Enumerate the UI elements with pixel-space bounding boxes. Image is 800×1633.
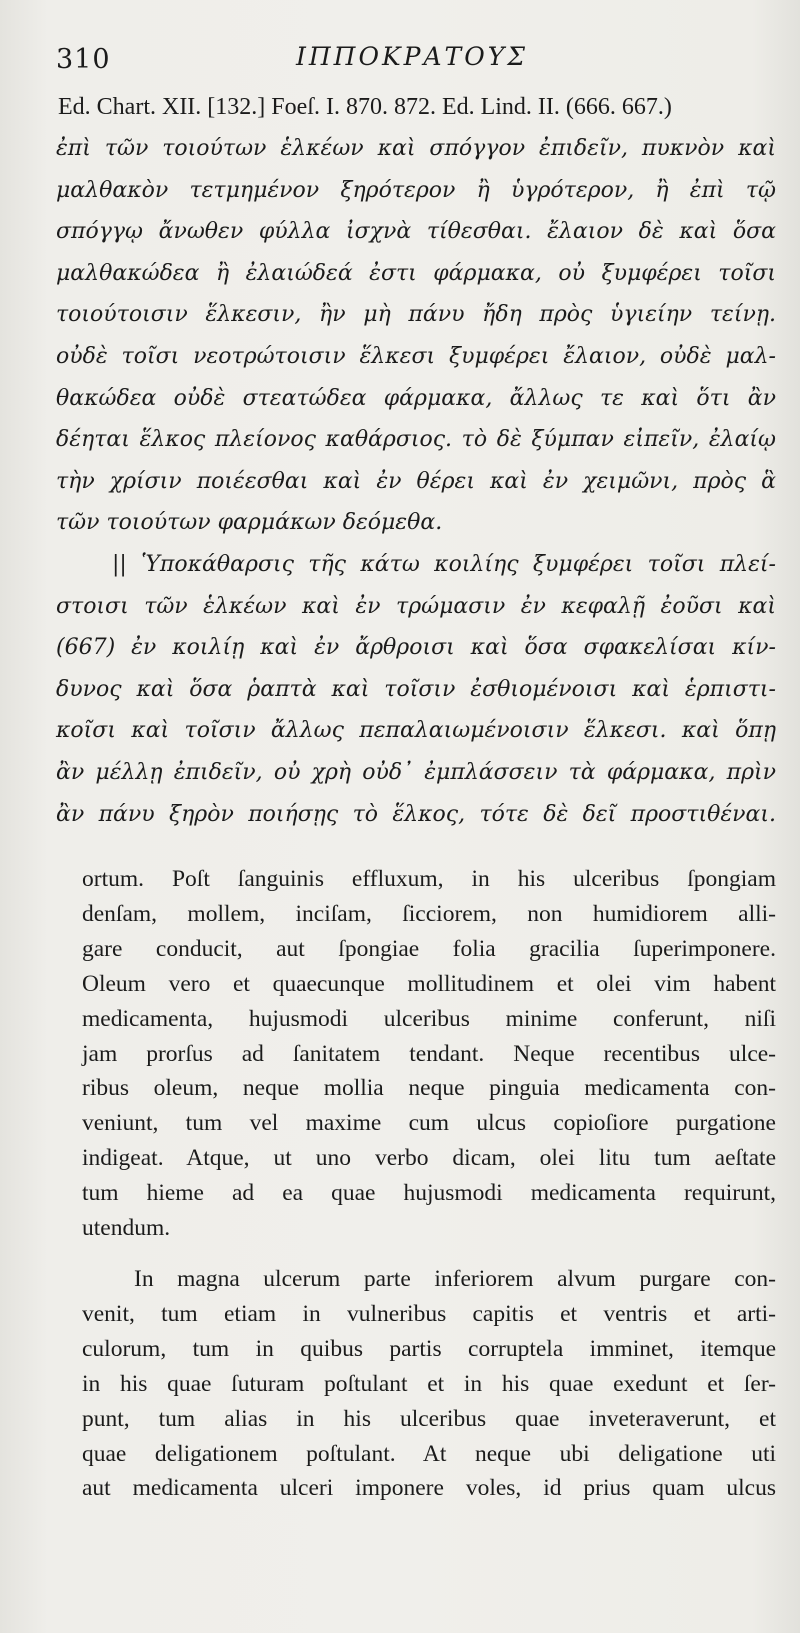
latin-line: ortum. Poſt ſanguinis effluxum, in his ulceribus ſpongiam: [82, 866, 776, 892]
latin-text-block: [82, 862, 776, 1506]
latin-line: in his quae ſuturam poſtulant et in his quae exedunt et ſer-: [82, 1370, 776, 1397]
greek-line: ἐπὶ τῶν τοιούτων ἑλκέων καὶ σπόγγον ἐπιδεῖν, πυκνὸν καὶ: [56, 136, 776, 161]
latin-line: jam prorſus ad ſanitatem tendant. Neque recentibus ulce-: [82, 1040, 776, 1067]
greek-line: θακώδεα οὐδὲ στεατώδεα φάρμακα, ἄλλως τε καὶ ὅτι ἂν: [56, 385, 776, 411]
greek-line: τοιούτοισιν ἕλκεσιν, ἢν μὴ πάνυ ἤδη πρὸς ὑγιείην τείνῃ.: [56, 302, 776, 328]
latin-line: tum hieme ad ea quae hujusmodi medicamenta requirunt,: [82, 1180, 776, 1207]
latin-line: quae deligationem poſtulant. At neque ubi deligatione uti: [82, 1440, 776, 1467]
latin-line: venit, tum etiam in vulneribus capitis et ventris et arti-: [82, 1300, 776, 1327]
latin-line: In magna ulcerum parte inferiorem alvum purgare con-: [134, 1265, 776, 1292]
latin-line: aut medicamenta ulceri imponere voles, id prius quam ulcus: [82, 1475, 776, 1502]
greek-line: κοῖσι καὶ τοῖσιν ἄλλως πεπαλαιωμένοισιν ἕλκεσι. καὶ ὅπῃ: [56, 718, 776, 744]
latin-line: utendum.: [82, 1215, 171, 1242]
latin-line: veniunt, tum vel maxime cum ulcus copioſiore purgatione: [82, 1110, 776, 1137]
greek-line: ἂν πάνυ ξηρὸν ποιήσῃς τὸ ἕλκος, τότε δὲ δεῖ προστιθέναι.: [56, 801, 776, 827]
greek-line: μαλθακώδεα ἢ ἐλαιώδεά ἐστι φάρμακα, οὐ ξυμφέρει τοῖσι: [56, 260, 776, 286]
greek-text-block: [56, 128, 776, 835]
edition-reference-line: Ed. Chart. XII. [132.] Foeſ. I. 870. 872. Ed. Lind. II. (666. 667.): [58, 94, 672, 120]
latin-line: Oleum vero et quaecunque mollitudinem et olei vim habent: [82, 970, 776, 997]
greek-line: δέηται ἕλκος πλείονος καθάρσιος. τὸ δὲ ξύμπαν εἰπεῖν, ἐλαίῳ: [56, 427, 776, 453]
greek-line: στοισι τῶν ἑλκέων καὶ ἐν τρώμασιν ἐν κεφαλῇ ἐοῦσι καὶ: [56, 593, 776, 619]
latin-line: ribus oleum, neque mollia neque pinguia medicamenta con-: [82, 1075, 776, 1102]
paragraph-gap: [82, 1246, 776, 1262]
latin-line: punt, tum alias in his ulceribus quae inveteraverunt, et: [82, 1405, 776, 1432]
greek-line: τῶν τοιούτων φαρμάκων δεόμεθα.: [56, 510, 443, 536]
greek-line: || Ὑποκάθαρσις τῆς κάτω κοιλίης ξυμφέρει τοῖσι πλεί-: [112, 551, 776, 577]
latin-line: gare conducit, aut ſpongiae folia gracilia ſuperimponere.: [82, 935, 776, 962]
page-number: 310: [56, 44, 111, 75]
latin-line: medicamenta, hujusmodi ulceribus minime conferunt, niſi: [82, 1005, 776, 1032]
greek-line: (667) ἐν κοιλίῃ καὶ ἐν ἄρθροισι καὶ ὅσα σφακελίσαι κίν-: [56, 635, 776, 661]
greek-line: δυνος καὶ ὅσα ῥαπτὰ καὶ τοῖσιν ἐσθιομένοισι καὶ ἑρπιστι-: [56, 676, 776, 702]
latin-line: denſam, mollem, inciſam, ſicciorem, non humidiorem alli-: [82, 900, 776, 927]
running-title: ΙΠΠΟΚΡΑΤΟΥΣ: [296, 42, 528, 71]
greek-line: σπόγγῳ ἄνωθεν φύλλα ἰσχνὰ τίθεσθαι. ἔλαιον δὲ καὶ ὅσα: [56, 219, 776, 245]
greek-line: ἂν μέλλῃ ἐπιδεῖν, οὐ χρὴ οὐδ᾽ ἐμπλάσσειν τὰ φάρμακα, πρὶν: [56, 759, 776, 785]
latin-line: indigeat. Atque, ut uno verbo dicam, olei litu tum aeſtate: [82, 1145, 776, 1172]
greek-line: τὴν χρίσιν ποιέεσθαι καὶ ἐν θέρει καὶ ἐν χειμῶνι, πρὸς ἃ: [56, 468, 776, 494]
latin-line: culorum, tum in quibus partis corruptela imminet, itemque: [82, 1335, 776, 1362]
greek-line: οὐδὲ τοῖσι νεοτρώτοισιν ἕλκεσι ξυμφέρει ἔλαιον, οὐδὲ μαλ-: [56, 343, 776, 369]
greek-line: μαλθακὸν τετμημένον ξηρότερον ἢ ὑγρότερον, ἢ ἐπὶ τῷ: [56, 177, 776, 203]
